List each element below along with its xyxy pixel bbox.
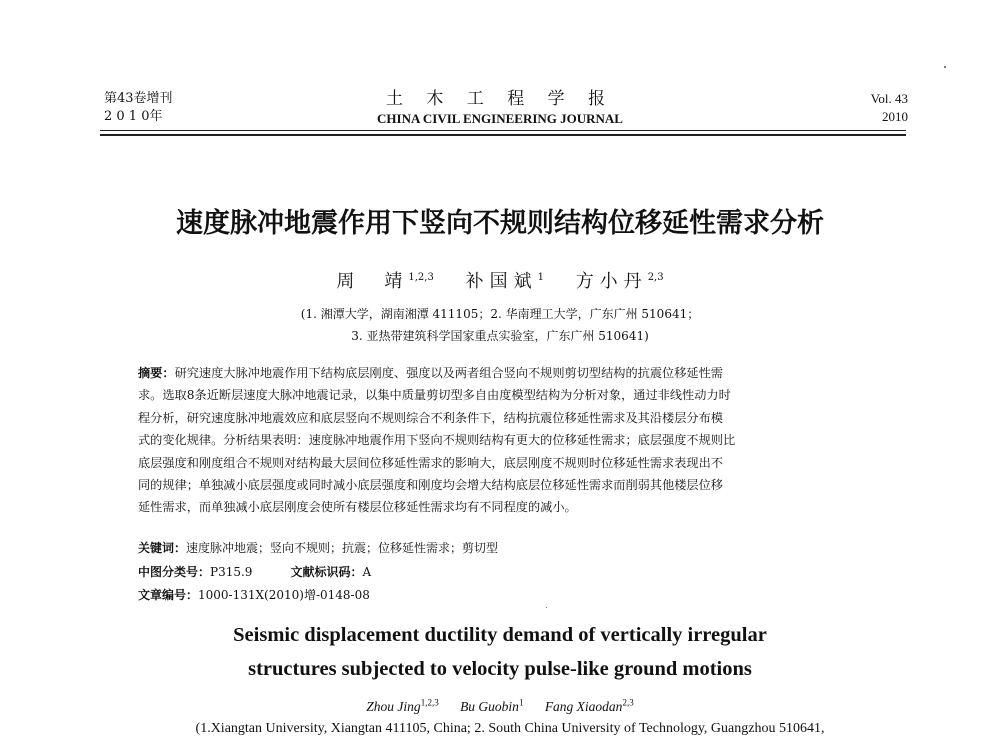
classification-row: [138, 563, 371, 581]
header-year-en: 2010: [882, 109, 908, 124]
abstract-cn: [138, 362, 878, 519]
doc-code-label: 文献标识码：: [290, 565, 363, 579]
abstract-line: 延性需求，而单独减小底层刚度会使所有楼层位移延性需求均有不同程度的减小。: [138, 500, 577, 515]
author-name: Fang Xiaodan: [544, 698, 623, 714]
author-affil-sup: 1: [537, 272, 544, 283]
paper-title-cn: 速度脉冲地震作用下竖向不规则结构位移延性需求分析: [176, 208, 824, 239]
clc-label: 中图分类号：: [138, 565, 211, 579]
author-affil-sup: 2,3: [622, 697, 634, 707]
author-affil-sup: 1,2,3: [408, 272, 434, 283]
author-en-2: [460, 699, 523, 714]
author-name: Zhou Jing: [366, 698, 421, 714]
abstract-line: 求。选取8条近断层速度大脉冲地震记录，以集中质量剪切型多自由度模型结构为分析对象，通过非线性动力时: [138, 388, 731, 403]
abstract-text: 研究速度大脉冲地震作用下结构底层刚度、强度以及两者组合竖向不规则剪切型结构的抗震位移延性需: [174, 366, 723, 380]
journal-name-cn: 土 木 工 程 学 报: [385, 89, 615, 109]
affiliation-cn-line-2: 3. 亚热带建筑科学国家重点实验室，广东广州 510641): [351, 329, 649, 343]
clc-value: P315.9: [210, 565, 253, 579]
abstract-label: 摘要：: [138, 366, 175, 380]
doc-code-value: A: [362, 565, 372, 579]
author-name: 方小丹: [575, 271, 648, 292]
abstract-line: [138, 362, 878, 384]
journal-name-en: CHINA CIVIL ENGINEERING JOURNAL: [377, 111, 623, 126]
author-cn-3: [576, 271, 664, 292]
paper-title-en-line-1: Seismic displacement ductility demand of vertically irregular: [233, 624, 767, 646]
abstract-line: 底层强度和刚度组合不规则对结构最大层间位移延性需求的影响大，底层刚度不规则时位移延性需求表现出不: [138, 455, 723, 470]
abstract-line: 同的规律；单独减小底层强度或同时减小底层强度和刚度均会增大结构底层位移延性需求而削弱其他楼层位移: [138, 478, 723, 493]
article-number-label: 文章编号：: [138, 588, 199, 602]
author-affil-sup: 1,2,3: [420, 697, 439, 707]
author-affil-sup: 2,3: [647, 272, 664, 283]
abstract-line: 程分析，研究速度脉冲地震效应和底层竖向不规则综合不利条件下，结构抗震位移延性需求及其沿楼层分布模: [138, 410, 723, 425]
keywords-text: 速度脉冲地震；竖向不规则；抗震；位移延性需求；剪切型: [186, 541, 499, 555]
affiliation-en-line-1: (1.Xiangtan University, Xiangtan 411105, China; 2. South China University of Technology, Guangzhou 510641,: [195, 721, 825, 736]
keywords-label: 关键词：: [138, 541, 187, 555]
author-en-3: [545, 699, 634, 714]
header-volume-en: Vol. 43: [870, 91, 908, 106]
scan-speck: [944, 66, 946, 68]
author-cn-2: [466, 271, 544, 292]
author-cn-1: [336, 271, 433, 292]
paper-title-en-line-2: structures subjected to velocity pulse-like ground motions: [248, 658, 752, 680]
article-number-row: [138, 586, 370, 604]
header-rule-bottom: [100, 134, 906, 136]
header-rule-top: [100, 130, 906, 131]
authors-cn: [200, 266, 800, 294]
author-name: 补国斌: [465, 271, 538, 292]
abstract-line: 式的变化规律。分析结果表明：速度脉冲地震作用下竖向不规则结构有更大的位移延性需求；底层强度不规则比: [138, 433, 736, 448]
author-en-1: [366, 699, 438, 714]
header-volume-en-block: [871, 90, 908, 126]
article-number-value: 1000-131X(2010)增-0148-08: [198, 588, 370, 602]
header-year-cn: 2 0 1 0年: [104, 109, 163, 124]
author-name: Bu Guobin: [460, 698, 519, 714]
keywords-row: [138, 539, 498, 557]
authors-en: [200, 693, 800, 716]
author-affil-sup: 1: [518, 697, 524, 707]
author-name: 周 靖: [336, 271, 409, 292]
scan-speck: [546, 607, 547, 608]
header-volume-cn: 第43卷增刊: [104, 91, 173, 106]
header-journal-block: [300, 88, 700, 128]
header-volume-block: [104, 90, 173, 126]
affiliation-cn-line-1: (1. 湘潭大学，湖南湘潭 411105；2. 华南理工大学，广东广州 510641；: [300, 307, 700, 321]
